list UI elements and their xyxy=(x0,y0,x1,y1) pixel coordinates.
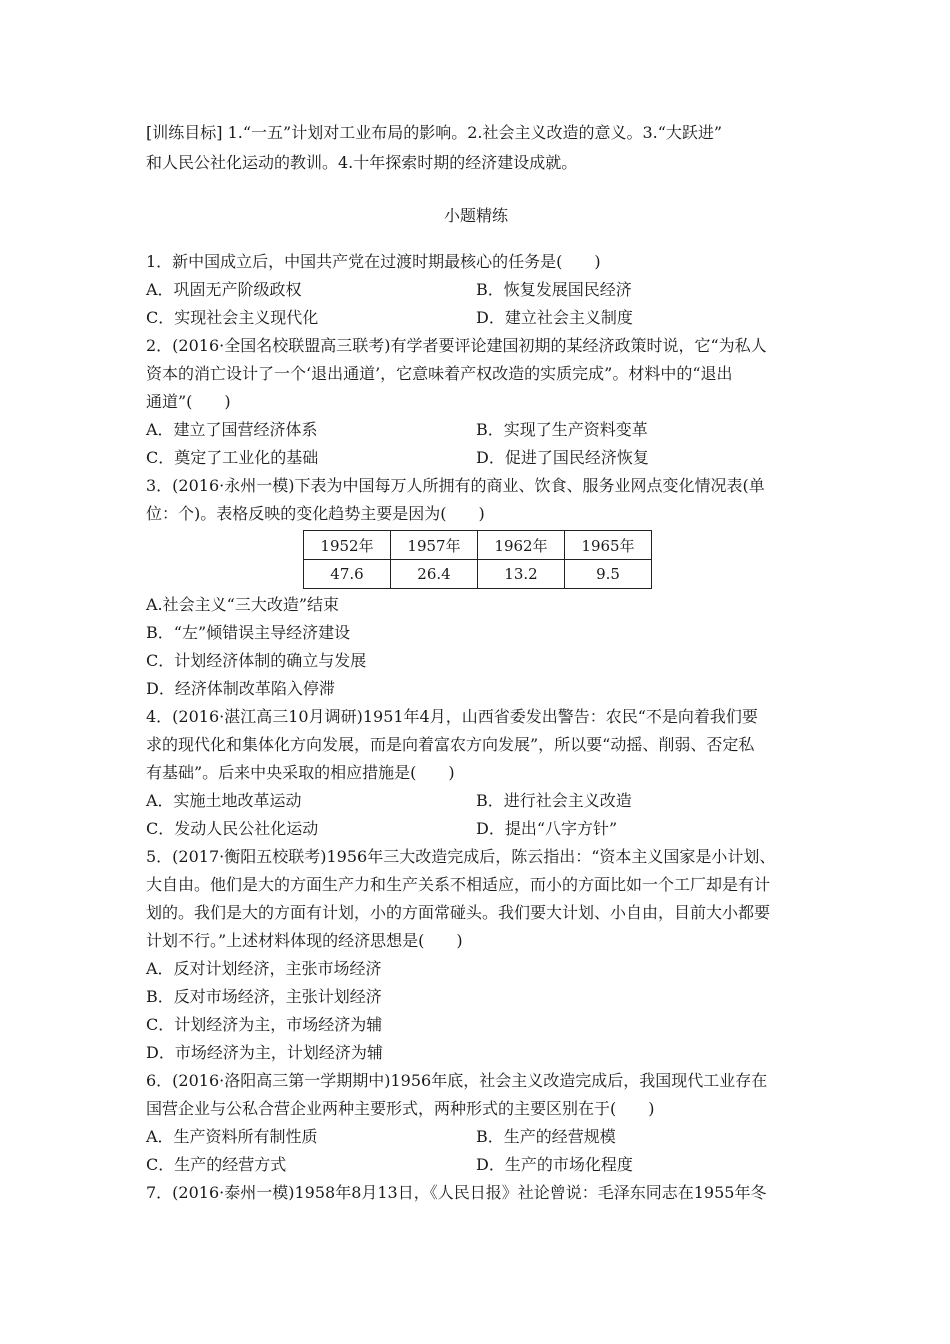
question-6 xyxy=(146,1067,806,1179)
option-b: B．“左”倾错误主导经济建设 xyxy=(146,623,351,642)
data-table xyxy=(303,530,652,589)
option-d: D．经济体制改革陷入停滞 xyxy=(146,679,335,698)
question-stem: 3．(2016·永州一模)下表为中国每万人所拥有的商业、饮食、服务业网点变化情况表(单 xyxy=(146,476,765,495)
training-goals xyxy=(146,118,806,178)
table-cell: 13.2 xyxy=(478,560,565,589)
option-c: C．实现社会主义现代化 xyxy=(146,308,319,327)
question-stem: 1．新中国成立后，中国共产党在过渡时期最核心的任务是( ) xyxy=(146,252,601,271)
question-stem: 资本的消亡设计了一个‘退出通道’，它意味着产权改造的实质完成”。材料中的“退出 xyxy=(146,364,733,383)
table-cell: 26.4 xyxy=(391,560,478,589)
option-d: D．建立社会主义制度 xyxy=(476,308,633,327)
option-c: C．发动人民公社化运动 xyxy=(146,819,319,838)
option-a: A．实施土地改革运动 xyxy=(146,791,302,810)
document-page xyxy=(146,118,806,1207)
question-stem: 2．(2016·全国名校联盟高三联考)有学者要评论建国初期的某经济政策时说，它“为私人 xyxy=(146,336,767,355)
option-a: A.社会主义“三大改造”结束 xyxy=(146,595,340,614)
goals-line: 和人民公社化运动的教训。4.十年探索时期的经济建设成就。 xyxy=(146,153,578,172)
table-header-cell: 1952年 xyxy=(304,531,391,560)
question-3 xyxy=(146,472,806,703)
question-4 xyxy=(146,703,806,843)
question-stem: 5．(2017·衡阳五校联考)1956年三大改造完成后，陈云指出：“资本主义国家是小计划、 xyxy=(146,847,776,866)
option-d: D．促进了国民经济恢复 xyxy=(476,448,649,467)
question-stem: 计划不行。”上述材料体现的经济思想是( ) xyxy=(146,931,463,950)
section-title: 小题精练 xyxy=(443,206,508,225)
question-1 xyxy=(146,248,806,332)
option-d: D．生产的市场化程度 xyxy=(476,1155,633,1174)
option-b: B．实现了生产资料变革 xyxy=(476,420,648,439)
question-stem: 大自由。他们是大的方面生产力和生产关系不相适应，而小的方面比如一个工厂却是有计 xyxy=(146,875,771,894)
option-c: C．计划经济体制的确立与发展 xyxy=(146,651,367,670)
option-d: D．市场经济为主，计划经济为辅 xyxy=(146,1043,383,1062)
table-header-cell: 1965年 xyxy=(565,531,652,560)
question-stem: 7．(2016·泰州一模)1958年8月13日，《人民日报》社论曾说：毛泽东同志在1955年冬 xyxy=(146,1183,767,1202)
question-7 xyxy=(146,1179,806,1207)
option-b: B．进行社会主义改造 xyxy=(476,791,632,810)
goals-line: [训练目标] 1.“一五”计划对工业布局的影响。2.社会主义改造的意义。3.“大跃进” xyxy=(146,123,723,142)
question-stem: 划的。我们是大的方面有计划，小的方面常碰头。我们要大计划、小自由，目前大小都要 xyxy=(146,903,771,922)
question-2 xyxy=(146,332,806,472)
question-stem: 国营企业与公私合营企业两种主要形式，两种形式的主要区别在于( ) xyxy=(146,1099,655,1118)
question-stem: 4．(2016·湛江高三10月调研)1951年4月，山西省委发出警告：农民“不是向着我们要 xyxy=(146,707,758,726)
question-stem: 有基础”。后来中央采取的相应措施是( ) xyxy=(146,763,455,782)
option-b: B．反对市场经济，主张计划经济 xyxy=(146,987,382,1006)
question-stem: 位：个)。表格反映的变化趋势主要是因为( ) xyxy=(146,504,485,523)
option-b: B．恢复发展国民经济 xyxy=(476,280,632,299)
table-header-cell: 1962年 xyxy=(478,531,565,560)
question-5 xyxy=(146,843,806,1067)
table-row xyxy=(304,560,652,589)
question-stem: 通道”( ) xyxy=(146,392,231,411)
option-c: C．生产的经营方式 xyxy=(146,1155,287,1174)
option-b: B．生产的经营规模 xyxy=(476,1127,616,1146)
table-header-cell: 1957年 xyxy=(391,531,478,560)
option-c: C．奠定了工业化的基础 xyxy=(146,448,319,467)
option-a: A．建立了国营经济体系 xyxy=(146,420,318,439)
question-stem: 求的现代化和集体化方向发展，而是向着富农方向发展”，所以要“动摇、削弱、否定私 xyxy=(146,735,755,754)
option-a: A．反对计划经济，主张市场经济 xyxy=(146,959,382,978)
table-cell: 47.6 xyxy=(304,560,391,589)
option-a: A．巩固无产阶级政权 xyxy=(146,280,302,299)
option-a: A．生产资料所有制性质 xyxy=(146,1127,318,1146)
question-stem: 6．(2016·洛阳高三第一学期期中)1956年底，社会主义改造完成后，我国现代工业存在 xyxy=(146,1071,768,1090)
option-d: D．提出“八字方针” xyxy=(476,819,618,838)
option-c: C．计划经济为主，市场经济为辅 xyxy=(146,1015,383,1034)
table-cell: 9.5 xyxy=(565,560,652,589)
table-header-row xyxy=(304,531,652,560)
